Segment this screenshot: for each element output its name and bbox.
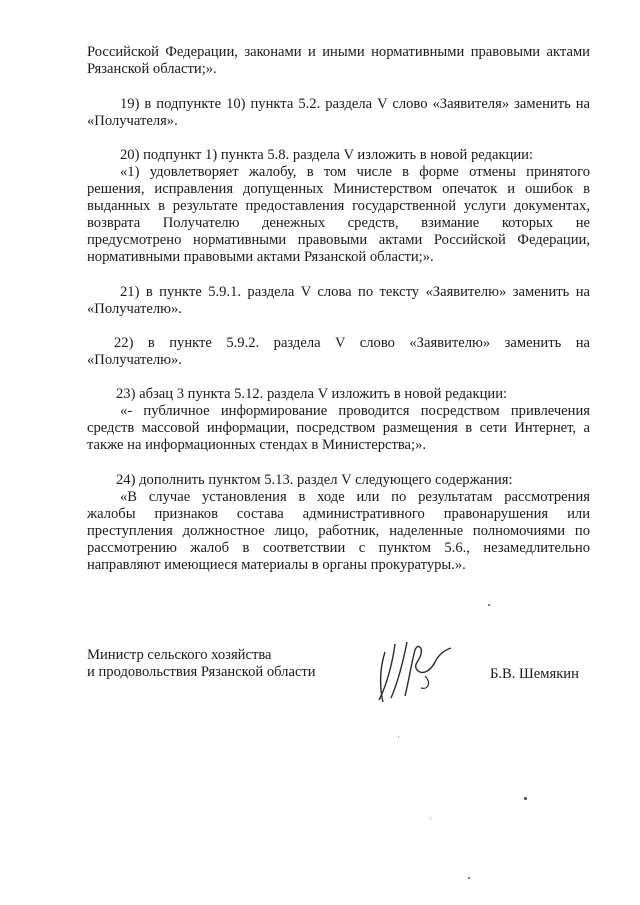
item-23-line-2: «- публичное информирование проводится посредством привлечения: [120, 403, 590, 419]
item-24-line-5: рассмотрению жалоб в соответствии с пунктом 5.6., незамедлительно: [87, 540, 590, 556]
item-20-line-5: возврата Получателю денежных средств, взимание которых не: [87, 215, 590, 231]
signatory-position-line-2: и продовольствия Рязанской области: [87, 664, 316, 680]
item-24-line-4: преступления должностное лицо, работник, наделенные полномочиями по: [87, 523, 590, 539]
item-19-line-2: «Получателя».: [87, 113, 178, 129]
scan-speck: [468, 877, 470, 879]
scan-speck: [398, 736, 399, 737]
item-23-line-1: 23) абзац 3 пункта 5.12. раздела V изложить в новой редакции:: [116, 386, 508, 402]
intro-line-2: Рязанской области;».: [87, 61, 217, 77]
item-20-line-3: решения, исправления допущенных Министерством опечаток и ошибок в: [87, 181, 590, 197]
item-21-line-2: «Получателю».: [87, 301, 182, 317]
scan-speck: [524, 797, 527, 800]
item-24-line-3: жалобы признаков состава административного правонарушения или: [87, 506, 590, 522]
scan-speck: [488, 604, 490, 606]
item-22-line-1: 22) в пункте 5.9.2. раздела V слово «Заявителю» заменить на: [114, 335, 590, 351]
item-21-line-1: 21) в пункте 5.9.1. раздела V слова по тексту «Заявителю» заменить на: [120, 284, 590, 300]
item-24-line-1: 24) дополнить пунктом 5.13. раздел V следующего содержания:: [116, 472, 513, 488]
item-22-line-2: «Получателю».: [87, 352, 182, 368]
item-20-line-7: нормативными правовыми актами Рязанской области;».: [87, 249, 434, 265]
item-20-line-1: 20) подпункт 1) пункта 5.8. раздела V изложить в новой редакции:: [120, 147, 534, 163]
signatory-name: Б.В. Шемякин: [490, 666, 579, 682]
item-23-line-3: средств массовой информации, посредством размещения в сети Интернет, а: [87, 420, 590, 436]
item-20-line-4: выданных в результате предоставления государственной услуги документах,: [87, 198, 590, 214]
scan-speck: [430, 818, 431, 819]
intro-line-1: Российской Федерации, законами и иными нормативными правовыми актами: [87, 44, 590, 60]
signatory-position-line-1: Министр сельского хозяйства: [87, 647, 272, 663]
item-20-line-6: предусмотрено нормативными правовыми актами Российской Федерации,: [87, 232, 590, 248]
item-24-line-2: «В случае установления в ходе или по результатам рассмотрения: [120, 489, 590, 505]
item-24-line-6: направляют имеющиеся материалы в органы прокуратуры.».: [87, 557, 466, 573]
item-23-line-4: также на информационных стендах в Министерства;».: [87, 437, 427, 453]
item-19-line-1: 19) в подпункте 10) пункта 5.2. раздела V слово «Заявителя» заменить на: [120, 96, 590, 112]
handwritten-signature: [365, 630, 465, 710]
item-20-line-2: «1) удовлетворяет жалобу, в том числе в форме отмены принятого: [120, 164, 590, 180]
